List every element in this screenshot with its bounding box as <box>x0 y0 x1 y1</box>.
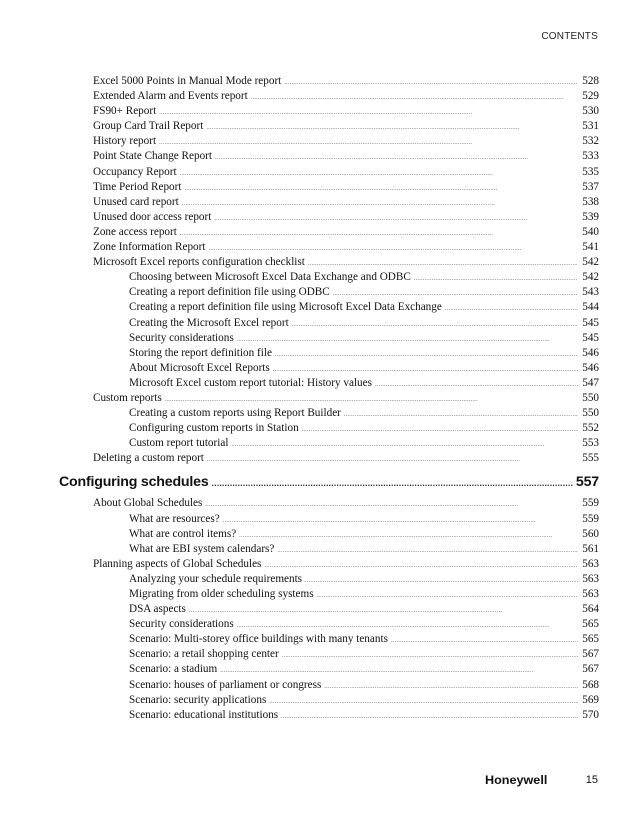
toc-entry-page: 543 <box>582 286 599 299</box>
dot-leader <box>214 212 578 228</box>
toc-entry-page: 542 <box>582 271 599 284</box>
toc-entry-title: Security considerations <box>129 618 234 631</box>
dot-leader <box>237 333 578 349</box>
toc-entry-page: 559 <box>582 512 599 525</box>
toc-entry-page: 547 <box>582 376 599 389</box>
toc-entry-title: Deleting a custom report <box>93 452 204 465</box>
toc-entry[interactable] <box>0 662 638 677</box>
toc-entry-title: DSA aspects <box>129 603 186 616</box>
dot-leader <box>223 514 578 530</box>
dot-leader <box>159 106 578 122</box>
toc-entry-page: 530 <box>582 105 599 118</box>
toc-entry-title: Excel 5000 Points in Manual Mode report <box>93 75 282 87</box>
toc-entry[interactable] <box>0 376 638 391</box>
toc-entry-title: Group Card Trail Report <box>93 120 204 133</box>
dot-leader <box>317 589 578 605</box>
toc-chapter-entry[interactable] <box>0 469 638 496</box>
toc-entry-title: Occupancy Report <box>93 165 177 178</box>
toc-entry-page: 565 <box>582 618 599 631</box>
dot-leader <box>269 695 578 711</box>
toc-entry-title: Scenario: a stadium <box>129 663 218 676</box>
toc-entry[interactable] <box>0 134 638 149</box>
toc-entry-title: Storing the report definition file <box>129 346 272 359</box>
toc-entry[interactable] <box>0 165 638 180</box>
toc-entry[interactable] <box>0 210 638 225</box>
toc-entry[interactable] <box>0 496 638 511</box>
dot-leader <box>231 438 578 454</box>
toc-entry-title: Configuring custom reports in Station <box>129 422 299 435</box>
dot-leader <box>277 544 578 560</box>
toc-entry-title: Migrating from older scheduling systems <box>129 588 314 600</box>
toc-entry-title: Creating the Microsoft Excel report <box>129 316 289 329</box>
toc-entry-title: Extended Alarm and Events report <box>93 90 248 103</box>
toc-entry[interactable] <box>0 647 638 662</box>
toc-entry[interactable] <box>0 74 638 89</box>
toc-entry-title: About Microsoft Excel Reports <box>129 361 270 374</box>
toc-entry-page: 541 <box>582 241 599 254</box>
toc-entry-page: 563 <box>582 588 599 600</box>
toc-entry[interactable] <box>0 512 638 527</box>
toc-entry[interactable] <box>0 104 638 119</box>
toc-entry-page: 532 <box>582 135 599 148</box>
toc-entry-page: 567 <box>582 648 599 661</box>
toc-entry-page: 561 <box>582 542 599 555</box>
toc-entry-page: 545 <box>582 316 599 329</box>
toc-entry[interactable] <box>0 693 638 708</box>
toc-entry[interactable] <box>0 195 638 210</box>
page-number: 15 <box>585 774 598 786</box>
dot-leader <box>375 378 578 394</box>
dot-leader <box>414 272 578 288</box>
toc-entry[interactable] <box>0 527 638 542</box>
dot-leader <box>292 318 578 334</box>
dot-leader <box>391 634 578 650</box>
toc-entry-page: 550 <box>582 391 599 404</box>
toc-entry-title: History report <box>93 135 157 148</box>
toc-entry-title: Custom reports <box>93 391 162 404</box>
toc-entry-page: 559 <box>582 497 599 510</box>
toc-entry-page: 550 <box>582 407 599 420</box>
toc-entry-title: Microsoft Excel custom report tutorial: History values <box>129 376 372 389</box>
toc-entry-title: What are control items? <box>129 527 237 540</box>
dot-leader <box>264 559 578 575</box>
toc-entry-page: 567 <box>582 663 599 676</box>
toc-entry-title: Scenario: security applications <box>129 693 267 706</box>
toc-entry-title: What are EBI system calendars? <box>129 542 275 555</box>
toc-entry[interactable] <box>0 316 638 331</box>
table-of-contents <box>0 74 638 723</box>
toc-entry-title: Time Period Report <box>93 180 182 193</box>
toc-entry[interactable] <box>0 557 638 572</box>
dot-leader <box>282 649 578 665</box>
toc-entry[interactable] <box>0 89 638 104</box>
toc-entry-title: Choosing between Microsoft Excel Data Exchange and ODBC <box>129 271 411 284</box>
dot-leader <box>445 302 578 318</box>
toc-entry-page: 568 <box>582 678 599 691</box>
toc-entry-title: Unused card report <box>93 195 179 208</box>
toc-entry-page: 557 <box>575 474 599 491</box>
toc-entry-page: 540 <box>582 225 599 238</box>
running-header: CONTENTS <box>541 31 598 42</box>
toc-entry[interactable] <box>0 255 638 270</box>
toc-entry-page: 538 <box>582 195 599 208</box>
toc-entry-title: FS90+ Report <box>93 105 157 118</box>
dot-leader <box>206 121 578 137</box>
toc-entry-page: 529 <box>582 90 599 103</box>
toc-entry-page: 565 <box>582 633 599 646</box>
toc-entry[interactable] <box>0 391 638 406</box>
toc-entry[interactable] <box>0 149 638 164</box>
dot-leader <box>281 710 578 726</box>
toc-entry[interactable] <box>0 346 638 361</box>
toc-entry[interactable] <box>0 572 638 587</box>
toc-entry-title: Analyzing your schedule requirements <box>129 572 303 585</box>
honeywell-logo: Honeywell <box>485 773 548 787</box>
toc-entry-title: What are resources? <box>129 512 220 525</box>
toc-entry-page: 528 <box>582 75 599 87</box>
toc-entry[interactable] <box>0 421 638 436</box>
toc-entry-title: Creating a custom reports using Report Builder <box>129 407 341 420</box>
dot-leader <box>159 136 578 152</box>
dot-leader <box>275 348 578 364</box>
toc-entry-title: Scenario: a retail shopping center <box>129 648 279 661</box>
toc-entry-page: 539 <box>582 210 599 223</box>
dot-leader <box>284 76 578 92</box>
toc-entry[interactable] <box>0 542 638 557</box>
toc-entry[interactable] <box>0 451 638 466</box>
toc-entry[interactable] <box>0 678 638 693</box>
toc-entry[interactable] <box>0 270 638 285</box>
toc-entry-title: Point State Change Report <box>93 150 213 163</box>
toc-entry[interactable] <box>0 300 638 315</box>
toc-entry-page: 531 <box>582 120 599 133</box>
toc-entry-page: 546 <box>582 346 599 359</box>
toc-entry-title: Creating a report definition file using Microsoft Excel Data Exchange <box>129 301 442 314</box>
toc-entry[interactable] <box>0 119 638 134</box>
toc-entry-title: Security considerations <box>129 331 234 344</box>
toc-entry-title: Zone Information Report <box>93 241 206 254</box>
toc-entry-title: About Global Schedules <box>93 497 203 510</box>
toc-entry-title: Creating a report definition file using ODBC <box>129 286 330 299</box>
toc-entry[interactable] <box>0 708 638 723</box>
dot-leader <box>182 197 578 213</box>
dot-leader <box>212 470 573 500</box>
toc-entry-page: 535 <box>582 165 599 178</box>
dot-leader <box>180 227 578 243</box>
toc-entry-page: 563 <box>582 557 599 570</box>
toc-entry-page: 563 <box>582 572 599 585</box>
toc-entry-page: 544 <box>582 301 599 314</box>
toc-entry-title: Scenario: educational institutions <box>129 708 279 721</box>
toc-entry[interactable] <box>0 617 638 632</box>
dot-leader <box>251 91 578 107</box>
dot-leader <box>215 151 578 167</box>
dot-leader <box>207 453 578 469</box>
toc-entry-page: 546 <box>582 361 599 374</box>
dot-leader <box>180 167 578 183</box>
toc-entry-title: Unused door access report <box>93 210 212 223</box>
toc-entry[interactable] <box>0 285 638 300</box>
toc-entry-title: Microsoft Excel reports configuration checklist <box>93 256 305 269</box>
toc-entry-title: Scenario: houses of parliament or congress <box>129 678 322 691</box>
dot-leader <box>189 604 578 620</box>
toc-entry[interactable] <box>0 331 638 346</box>
toc-entry[interactable] <box>0 602 638 617</box>
toc-entry-page: 552 <box>582 422 599 435</box>
toc-entry-title: Custom report tutorial <box>129 437 229 450</box>
dot-leader <box>205 498 578 514</box>
toc-entry[interactable] <box>0 225 638 240</box>
toc-entry[interactable] <box>0 240 638 255</box>
toc-entry-page: 542 <box>582 256 599 269</box>
toc-entry-title: Scenario: Multi-storey office buildings with many tenants <box>129 633 388 646</box>
toc-entry-page: 564 <box>582 603 599 616</box>
toc-entry[interactable] <box>0 632 638 647</box>
dot-leader <box>302 423 578 439</box>
toc-entry-page: 545 <box>582 331 599 344</box>
toc-entry[interactable] <box>0 361 638 376</box>
dot-leader <box>305 574 578 590</box>
dot-leader <box>184 182 578 198</box>
toc-entry[interactable] <box>0 587 638 602</box>
toc-entry-page: 569 <box>582 693 599 706</box>
toc-entry-title: Configuring schedules <box>59 474 209 491</box>
toc-entry-page: 553 <box>582 437 599 450</box>
toc-entry-page: 570 <box>582 708 599 721</box>
toc-entry-title: Planning aspects of Global Schedules <box>93 557 262 570</box>
toc-entry[interactable] <box>0 406 638 421</box>
toc-entry-page: 533 <box>582 150 599 163</box>
dot-leader <box>239 529 578 545</box>
toc-entry-page: 537 <box>582 180 599 193</box>
dot-leader <box>324 680 578 696</box>
toc-entry-page: 555 <box>582 452 599 465</box>
toc-entry[interactable] <box>0 436 638 451</box>
toc-entry-title: Zone access report <box>93 225 177 238</box>
toc-entry-page: 560 <box>582 527 599 540</box>
toc-entry[interactable] <box>0 180 638 195</box>
dot-leader <box>344 408 578 424</box>
